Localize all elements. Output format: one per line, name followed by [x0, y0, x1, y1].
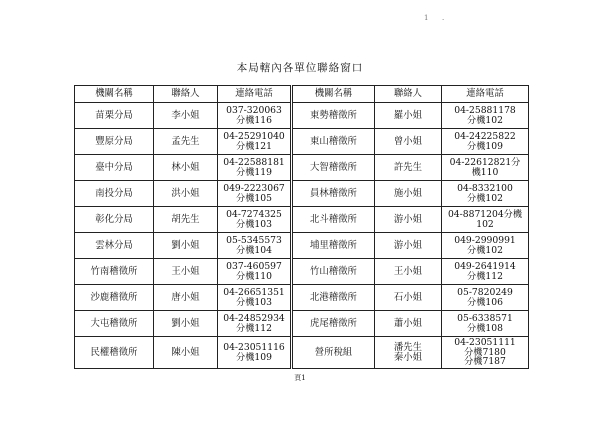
contact-person: 石小姐 — [375, 285, 442, 311]
table-header-row — [75, 86, 529, 103]
office-name: 竹山稽徵所 — [292, 259, 375, 285]
contact-person: 胡先生 — [154, 207, 218, 233]
phone-number: 04-8332100 分機102 — [442, 181, 529, 207]
phone-number: 04-26651351 分機103 — [218, 285, 292, 311]
scan-mark: . — [442, 14, 445, 22]
office-name: 東山稽徵所 — [292, 129, 375, 155]
page-number: 頁1 — [294, 374, 306, 382]
office-name: 民權稽徵所 — [75, 337, 154, 369]
table-row — [75, 337, 529, 369]
header-office: 機關名稱 — [75, 86, 154, 103]
table-row — [75, 207, 529, 233]
table-row — [75, 233, 529, 259]
contact-person: 蕭小姐 — [375, 311, 442, 337]
contact-person: 陳小姐 — [154, 337, 218, 369]
table-row — [75, 103, 529, 129]
contact-person: 許先生 — [375, 155, 442, 181]
office-name: 竹南稽徵所 — [75, 259, 154, 285]
contact-person: 劉小姐 — [154, 233, 218, 259]
office-name: 豐原分局 — [75, 129, 154, 155]
contact-person: 李小姐 — [154, 103, 218, 129]
phone-number: 04-8871204分機 102 — [442, 207, 529, 233]
contact-table — [74, 85, 529, 369]
office-name: 苗栗分局 — [75, 103, 154, 129]
office-name: 彰化分局 — [75, 207, 154, 233]
phone-number: 05-6338571 分機108 — [442, 311, 529, 337]
office-name: 東勢稽徵所 — [292, 103, 375, 129]
contact-person: 潘先生 秦小姐 — [375, 337, 442, 369]
office-name: 南投分局 — [75, 181, 154, 207]
phone-number: 049-2223067 分機105 — [218, 181, 292, 207]
table-row — [75, 181, 529, 207]
page-title: 本局轄內各單位聯絡窗口 — [236, 62, 364, 74]
contact-person: 施小姐 — [375, 181, 442, 207]
office-name: 員林稽徵所 — [292, 181, 375, 207]
phone-number: 05-5345573 分機104 — [218, 233, 292, 259]
office-name: 臺中分局 — [75, 155, 154, 181]
office-name: 大屯稽徵所 — [75, 311, 154, 337]
office-name: 虎尾稽徵所 — [292, 311, 375, 337]
phone-number: 037-460597 分機110 — [218, 259, 292, 285]
contact-person: 唐小姐 — [154, 285, 218, 311]
scan-mark: 1 — [424, 14, 429, 22]
phone-number: 04-24225822 分機109 — [442, 129, 529, 155]
phone-number: 04-25881178 分機102 — [442, 103, 529, 129]
phone-number: 04-23051116 分機109 — [218, 337, 292, 369]
office-name: 雲林分局 — [75, 233, 154, 259]
table-row — [75, 155, 529, 181]
office-name: 大智稽徵所 — [292, 155, 375, 181]
contact-person: 王小姐 — [375, 259, 442, 285]
phone-number: 04-22588181 分機119 — [218, 155, 292, 181]
phone-number: 04-25291040 分機121 — [218, 129, 292, 155]
contact-person: 孟先生 — [154, 129, 218, 155]
contact-person: 劉小姐 — [154, 311, 218, 337]
table-row — [75, 259, 529, 285]
office-name: 埔里稽徵所 — [292, 233, 375, 259]
header-contact: 聯絡人 — [375, 86, 442, 103]
contact-person: 林小姐 — [154, 155, 218, 181]
phone-number: 04-7274325 分機103 — [218, 207, 292, 233]
header-office: 機關名稱 — [292, 86, 375, 103]
office-name: 北斗稽徵所 — [292, 207, 375, 233]
contact-person: 曾小姐 — [375, 129, 442, 155]
contact-person: 游小姐 — [375, 207, 442, 233]
office-name: 沙鹿稽徵所 — [75, 285, 154, 311]
phone-number: 04-22612821分 機110 — [442, 155, 529, 181]
phone-number: 037-320063 分機116 — [218, 103, 292, 129]
header-phone: 連絡電話 — [442, 86, 529, 103]
phone-number: 049-2990991 分機102 — [442, 233, 529, 259]
phone-number: 049-2641914 分機112 — [442, 259, 529, 285]
office-name: 營所稅組 — [292, 337, 375, 369]
table-row — [75, 311, 529, 337]
table-row — [75, 129, 529, 155]
phone-number: 04-24852934 分機112 — [218, 311, 292, 337]
table-row — [75, 285, 529, 311]
header-contact: 聯絡人 — [154, 86, 218, 103]
header-phone: 連絡電話 — [218, 86, 292, 103]
phone-number: 04-23051111 分機7180 分機7187 — [442, 337, 529, 369]
contact-person: 洪小姐 — [154, 181, 218, 207]
contact-person: 游小姐 — [375, 233, 442, 259]
contact-person: 王小姐 — [154, 259, 218, 285]
phone-number: 05-7820249 分機106 — [442, 285, 529, 311]
contact-person: 羅小姐 — [375, 103, 442, 129]
office-name: 北港稽徵所 — [292, 285, 375, 311]
